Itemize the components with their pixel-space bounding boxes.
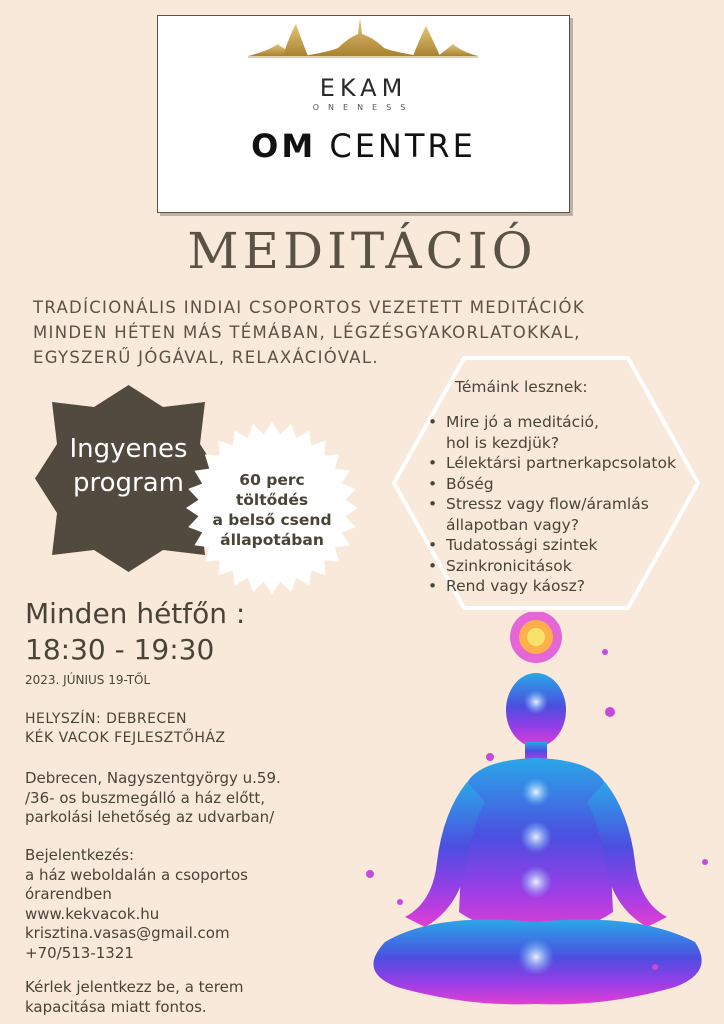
list-item: • Lélektársi partnerkapcsolatok — [428, 453, 698, 474]
topics-list — [428, 412, 698, 597]
email-link[interactable]: krisztina.vasas@gmail.com — [25, 924, 230, 942]
intro-line: EGYSZERŰ JÓGÁVAL, RELAXÁCIÓVAL. — [33, 348, 379, 367]
location: HELYSZÍN: DEBRECEN KÉK VACOK FEJLESZTŐHÁZ — [25, 711, 226, 746]
logo-box — [157, 15, 570, 213]
free-program-text: Ingyenes program — [69, 434, 188, 498]
intro-line: MINDEN HÉTEN MÁS TÉMÁBAN, LÉGZÉSGYAKORLATOKKAL, — [33, 323, 581, 342]
centre-name-bold: OM — [251, 127, 317, 165]
intro-line: TRADÍCIONÁLIS INDIAI CSOPORTOS VEZETETT MEDITÁCIÓK — [33, 298, 585, 317]
lotus-flower-icon — [510, 612, 562, 663]
list-item: • Stressz vagy flow/áramlás állapotban vagy? — [428, 494, 698, 535]
list-item: • Szinkronicitások — [428, 556, 698, 577]
page-title: MEDITÁCIÓ — [187, 222, 537, 280]
start-date: 2023. JÚNIUS 19-TŐL — [25, 673, 151, 687]
signup-info: Bejelentkezés: a ház weboldalán a csoportos órarendben www.kekvacok.hu krisztina.vasas@gmail.com +70/513-1321 — [25, 846, 248, 962]
signup-note: Kérlek jelentkezz be, a terem kapacitása miatt fontos. — [25, 978, 244, 1016]
duration-text: 60 perc töltődés a belső csend állapotában — [212, 471, 332, 549]
phone-number: +70/513-1321 — [25, 943, 134, 962]
brand-subtitle: ONENESS — [312, 103, 415, 112]
list-item: • Mire jó a meditáció, hol is kezdjük? — [428, 412, 698, 453]
schedule-day: Minden hétfőn : — [25, 597, 246, 630]
meditating-figure — [355, 612, 724, 1024]
website-link[interactable]: www.kekvacok.hu — [25, 904, 160, 923]
address: Debrecen, Nagyszentgyörgy u.59. /36- os buszmegálló a ház előtt, parkolási lehetőség az udvarban/ — [25, 769, 281, 826]
schedule-time: 18:30 - 19:30 — [25, 633, 215, 666]
centre-name — [158, 127, 569, 165]
list-item: • Tudatossági szintek — [428, 535, 698, 556]
brand-name: EKAM — [319, 74, 408, 102]
schedule — [25, 596, 245, 668]
golden-stupa-logo — [248, 16, 478, 72]
centre-name-rest: CENTRE — [316, 127, 476, 165]
list-item: • Bőség — [428, 474, 698, 495]
topics-title: Témáink lesznek: — [455, 378, 588, 396]
list-item: • Rend vagy káosz? — [428, 576, 698, 597]
